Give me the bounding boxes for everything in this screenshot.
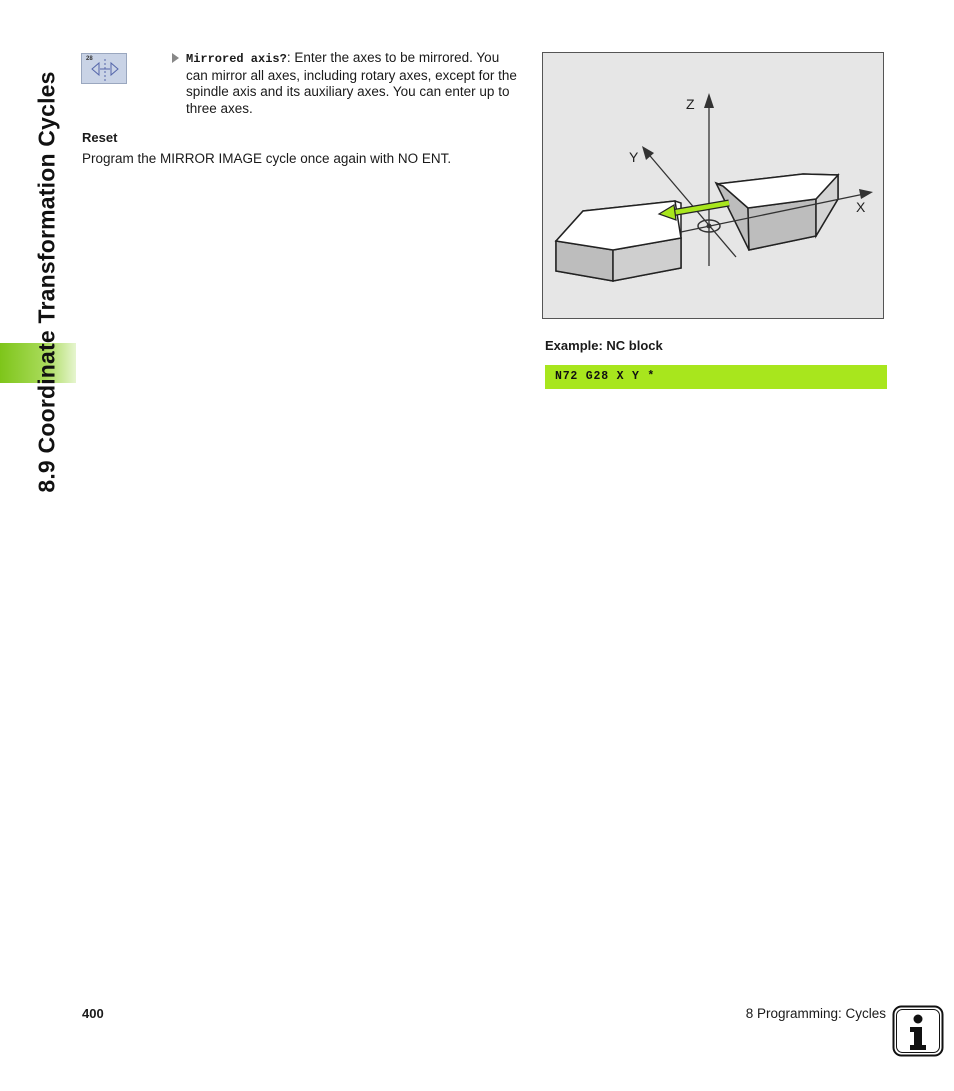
mirror-image-cycle-icon (81, 53, 127, 84)
cycle-number: 28 (86, 56, 93, 62)
page-number: 400 (82, 1006, 104, 1021)
parameter-text: : Enter the axes to be mirrored. You can mirror all axes, including rotary axes, except for the spindle axis and its auxiliary axes. You can enter up to three axes. (186, 50, 517, 116)
mirror-diagram-graphic (543, 53, 885, 320)
info-icon (892, 1005, 944, 1057)
chapter-side-title (22, 52, 72, 512)
side-title-text: 8.9 Coordinate Transformation Cycles (33, 71, 60, 493)
reset-text: Program the MIRROR IMAGE cycle once again with NO ENT. (82, 151, 452, 166)
parameter-description (172, 50, 522, 117)
axis-z-label: Z (686, 96, 695, 112)
axis-x-label: X (856, 199, 866, 215)
chapter-footer: 8 Programming: Cycles (745, 1006, 886, 1021)
bullet-triangle-icon (172, 53, 179, 63)
mirror-diagram (542, 52, 884, 319)
nc-block-text: N72 G28 X Y * (555, 370, 656, 383)
reset-heading: Reset (82, 130, 118, 145)
axis-y-label: Y (629, 149, 639, 165)
example-label: Example: NC block (545, 338, 663, 353)
nc-block-code (545, 365, 887, 389)
parameter-name: Mirrored axis? (186, 52, 287, 66)
